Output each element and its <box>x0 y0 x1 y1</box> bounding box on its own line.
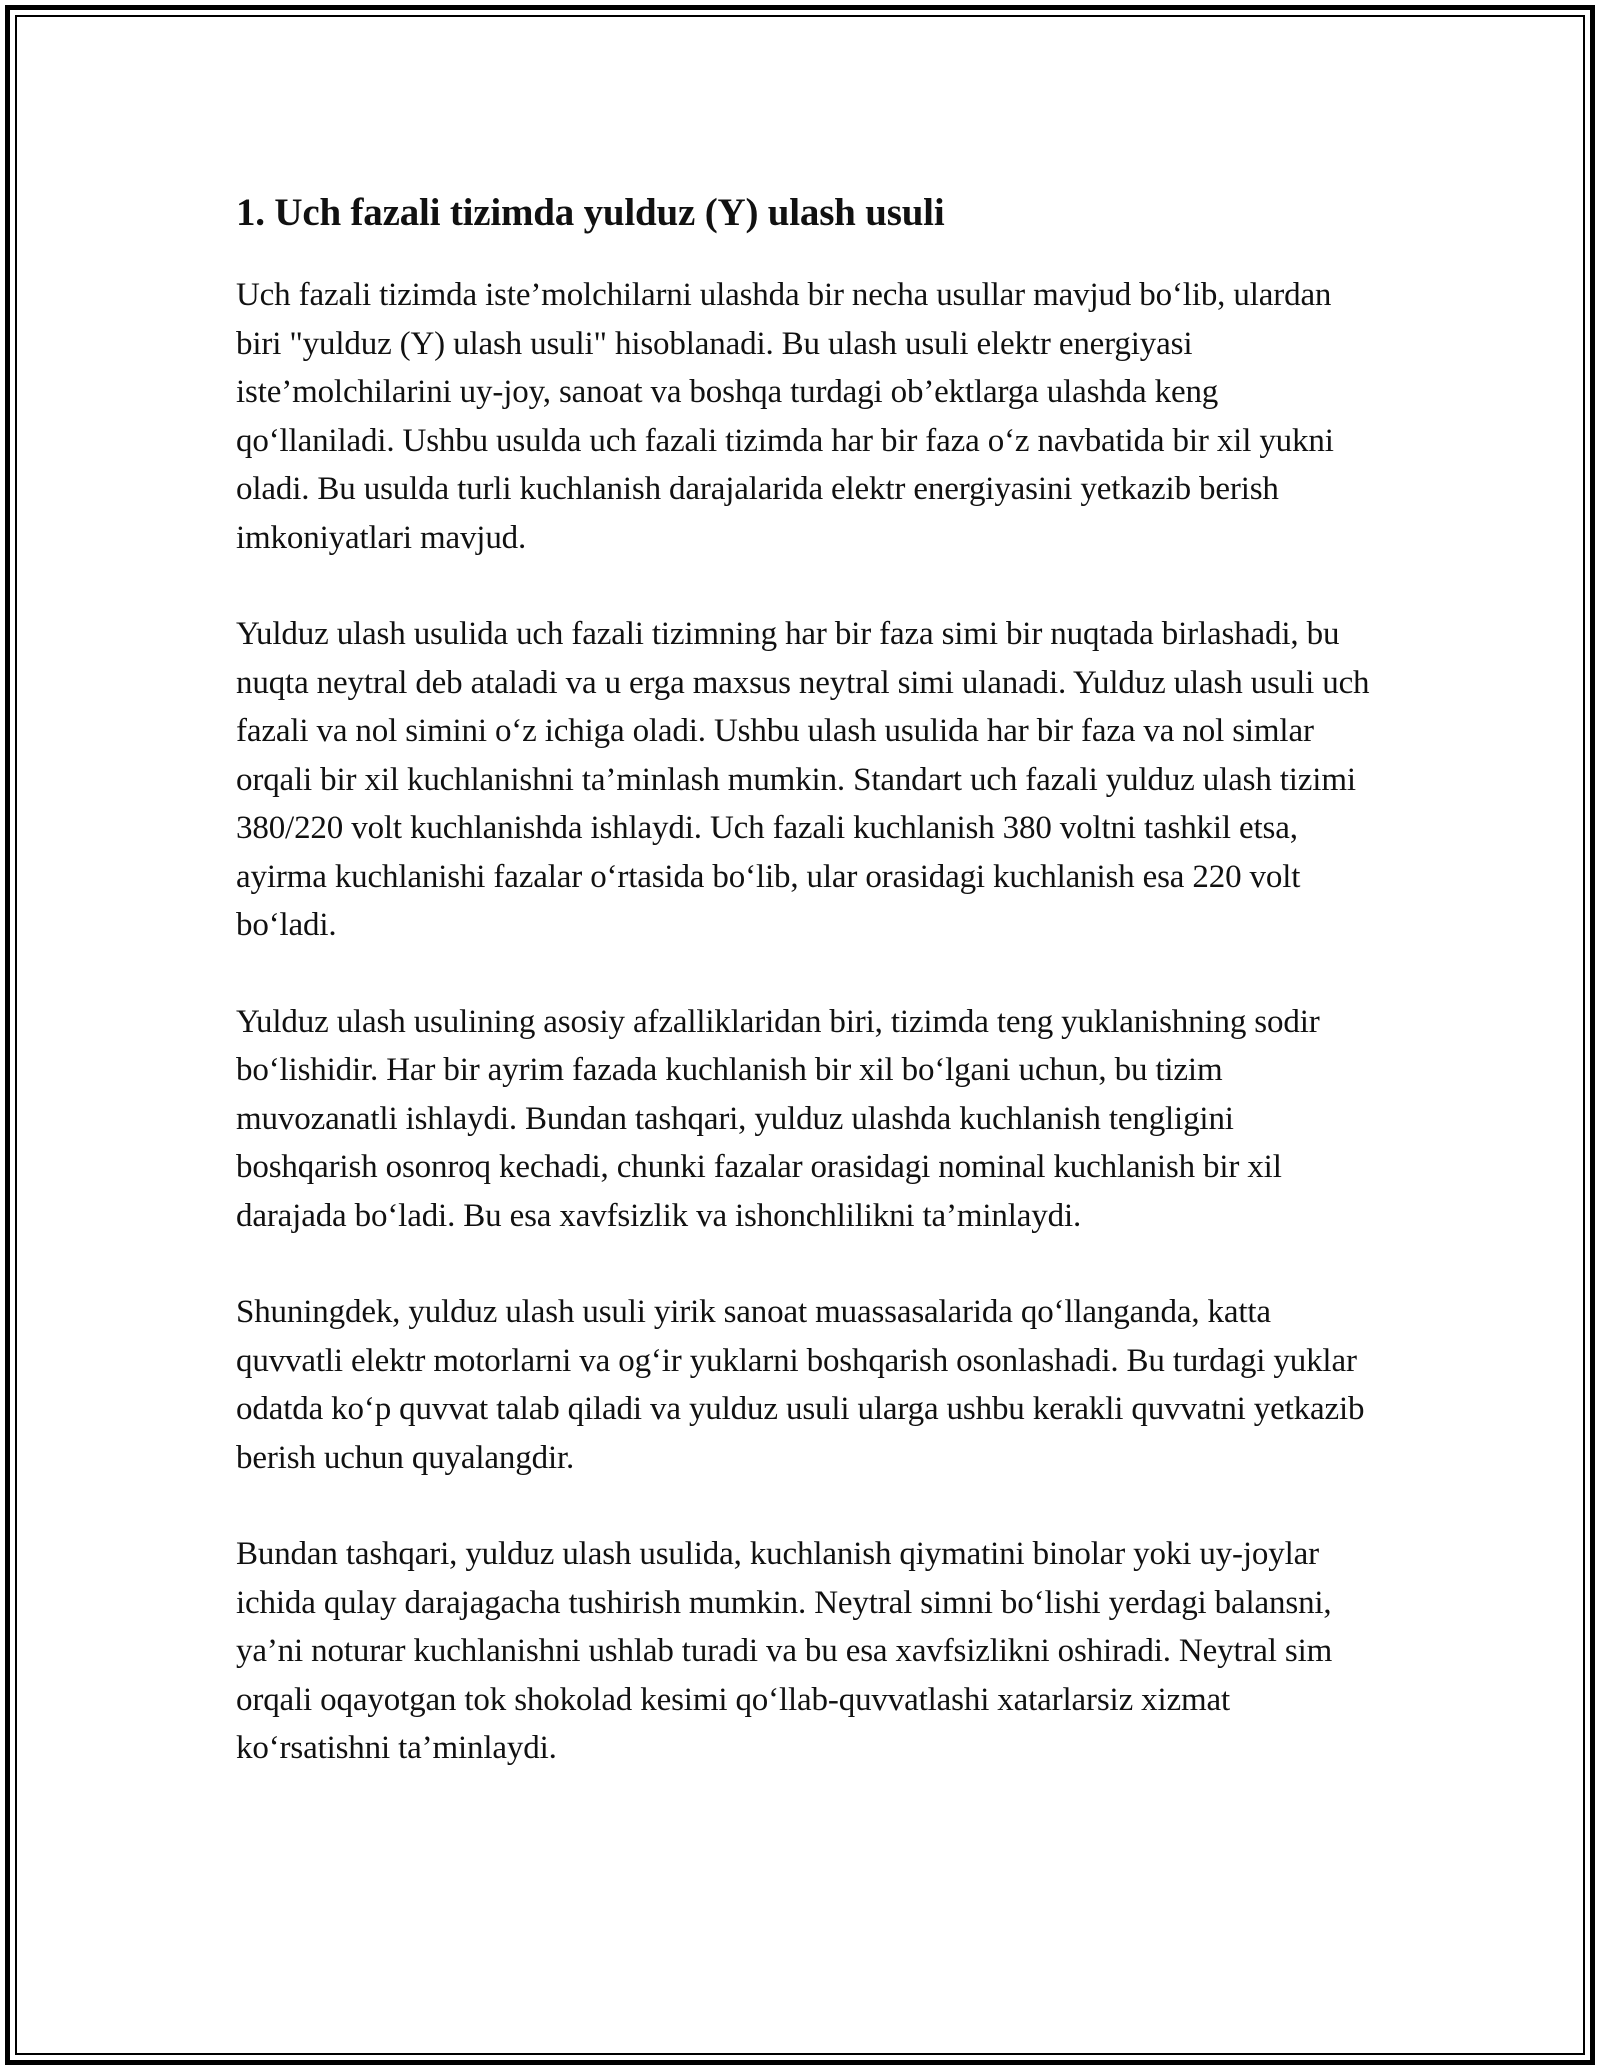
paragraph-3: Yulduz ulash usulining asosiy afzalliklaridan biri, tizimda teng yuklanishning sodir bo‘lishidir. Har bir ayrim fazada kuchlanish bir xil bo‘lgani uchun, bu tizim muvozanatli ishlaydi. Bundan tashqari, yulduz ulashda kuchlanish tengligini boshqarish osonroq kechadi, chunki fazalar orasidagi nominal kuchlanish bir xil darajada bo‘ladi. Bu esa xavfsizlik va ishonchlilikni ta’minlaydi. <box>236 1003 1320 1234</box>
paragraph-5: Bundan tashqari, yulduz ulash usulida, kuchlanish qiymatini binolar yoki uy-joylar ichida qulay darajagacha tushirish mumkin. Neytral simni bo‘lishi yerdagi balansni, ya’ni noturar kuchlanishni ushlab turadi va bu esa xavfsizlikni oshiradi. Neytral sim orqali oqayotgan tok shokolad kesimi qo‘llab-quvvatlashi xatarlarsiz xizmat ko‘rsatishni ta’minlaydi. <box>236 1536 1333 1766</box>
paragraph-1: Uch fazali tizimda iste’molchilarni ulashda bir necha usullar mavjud bo‘lib, ulardan biri "yulduz (Y) ulash usuli" hisoblanadi. Bu ulash usuli elektr energiyasi iste’molchilarini uy-joy, sanoat va boshqa turdagi ob’ektlarga ulashda keng qo‘llaniladi. Ushbu usulda uch fazali tizimda har bir faza o‘z navbatida bir xil yukni oladi. Bu usulda turli kuchlanish darajalarida elektr energiyasini yetkazib berish imkoniyatlari mavjud. <box>236 277 1334 556</box>
document-body <box>236 185 1371 1821</box>
paragraph-4: Shuningdek, yulduz ulash usuli yirik sanoat muassasalarida qo‘llanganda, katta quvvatli elektr motorlarni va og‘ir yuklarni boshqarish osonlashadi. Bu turdagi yuklar odatda ko‘p quvvat talab qiladi va yulduz usuli ularga ushbu kerakli quvvatni yetkazib berish uchun quyalangdir. <box>236 1294 1365 1476</box>
paragraph-2: Yulduz ulash usulida uch fazali tizimning har bir faza simi bir nuqtada birlashadi, bu nuqta neytral deb ataladi va u erga maxsus neytral simi ulanadi. Yulduz ulash usuli uch fazali va nol simini o‘z ichiga oladi. Ushbu ulash usulida har bir faza va nol simlar orqali bir xil kuchlanishni ta’minlash mumkin. Standart uch fazali yulduz ulash tizimi 380/220 volt kuchlanishda ishlaydi. Uch fazali kuchlanish 380 voltni tashkil etsa, ayirma kuchlanishi fazalar o‘rtasida bo‘lib, ular orasidagi kuchlanish esa 220 volt bo‘ladi. <box>236 616 1370 943</box>
section-heading: 1. Uch fazali tizimda yulduz (Y) ulash usuli <box>236 191 945 234</box>
